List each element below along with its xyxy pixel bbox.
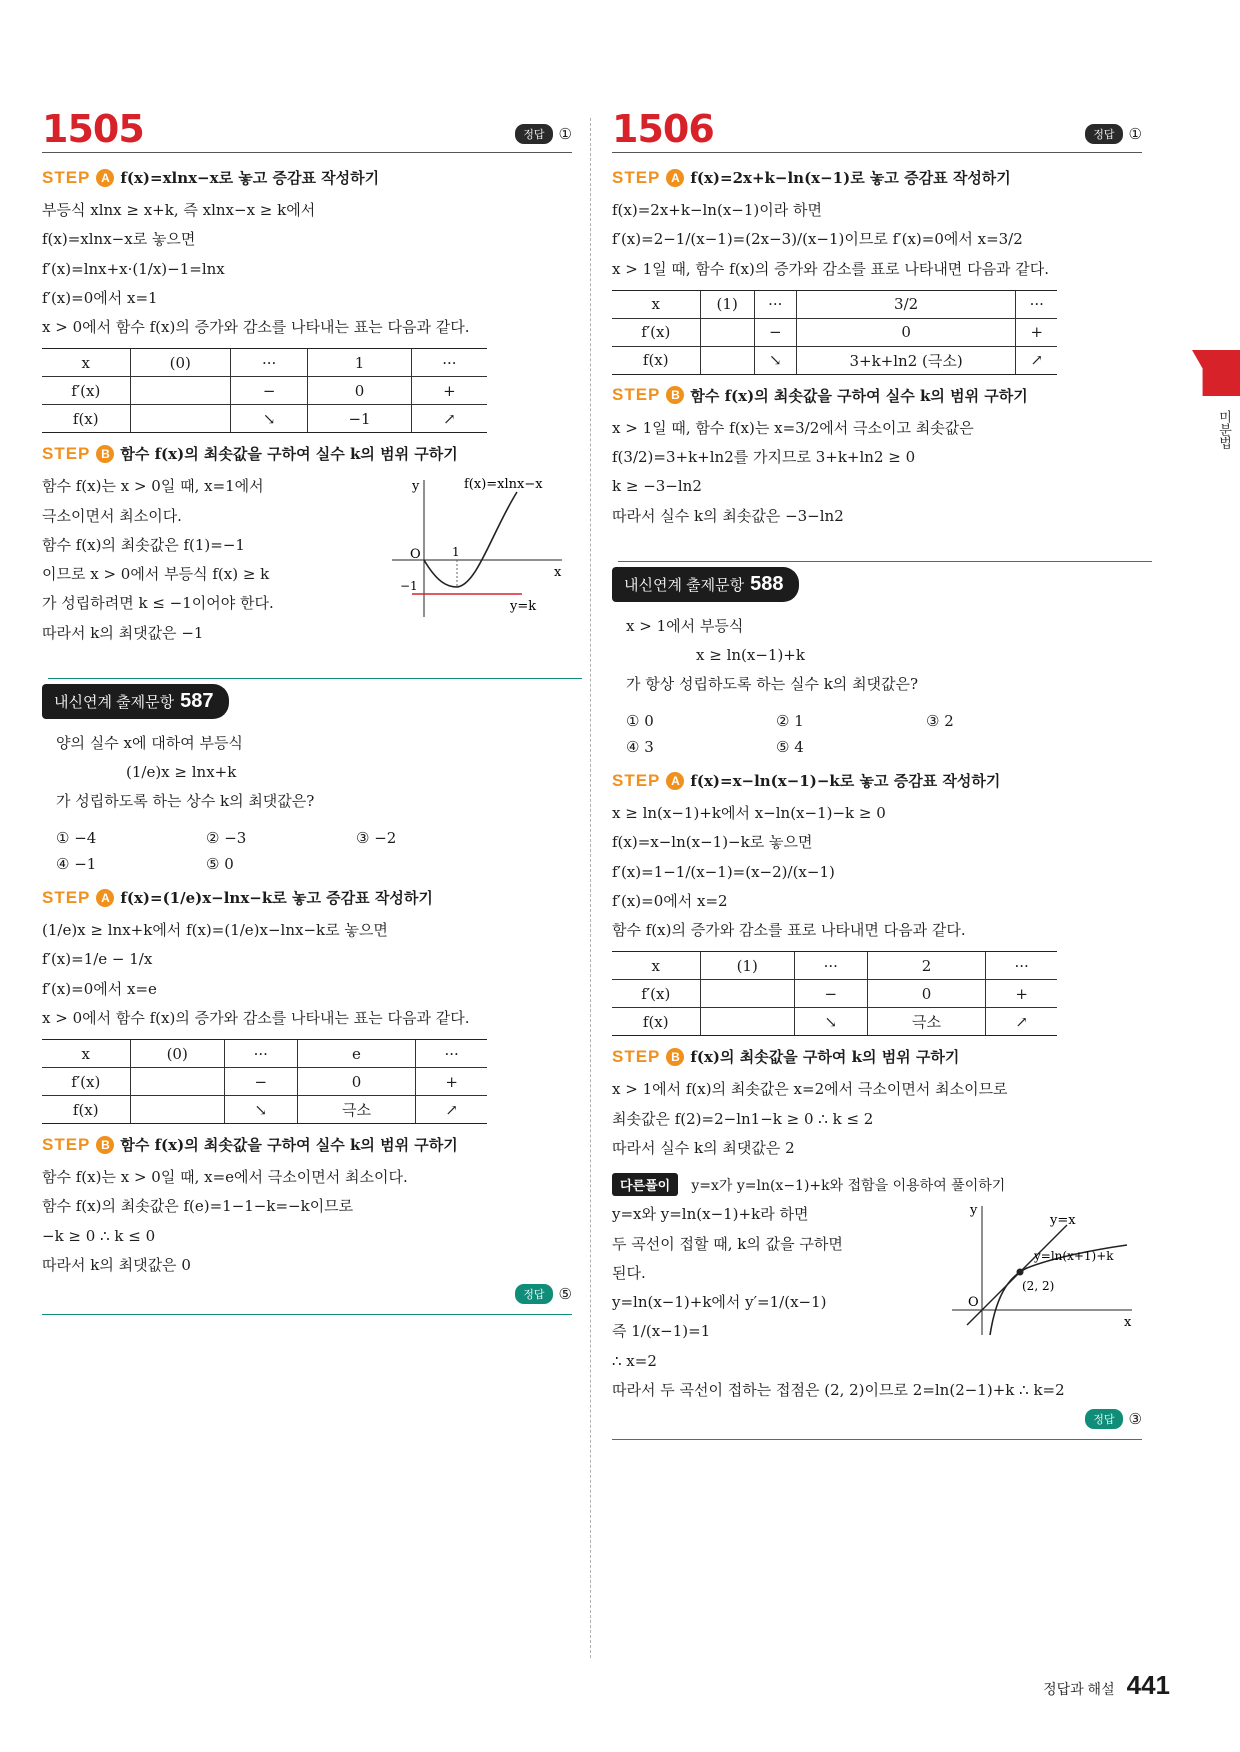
table-cell: f′(x) [612,980,700,1008]
answer-tag [612,1409,1142,1429]
step-word: STEP [612,770,661,790]
table-cell [700,346,754,374]
solution-line: y=ln(x−1)+k에서 y′=1/(x−1) [612,1293,827,1312]
step-a-heading [42,167,572,188]
tangent-point [1017,1269,1024,1276]
table-cell: ↘ [754,346,796,374]
step-word: STEP [42,443,91,463]
answer-value: ① [558,125,572,143]
table-cell: ↗ [416,1096,487,1124]
answer-value: ⑤ [558,1285,572,1303]
answer-tag [1085,124,1142,144]
step-title: f(x)=x−ln(x−1)−k로 놓고 증감표 작성하기 [690,772,1001,790]
solution-line: 즉 1/(x−1)=1 [612,1322,711,1341]
section-end-rule [612,1439,1142,1440]
table-row [612,952,1057,980]
solution-line: 함수 f(x)는 x > 0일 때, x=1에서 [42,477,264,496]
sign-table [42,348,487,433]
answer-tag [42,1284,572,1304]
badge-number: 588 [750,572,784,595]
step-a-heading [612,770,1142,791]
alt-solution-body [612,1200,1142,1376]
table-cell: f(x) [612,346,700,374]
answer-tag [515,124,572,144]
badge-text: 내신연계 출제문항 [624,576,745,594]
choice: ④ 3 [626,737,654,756]
tick-label: −1 [400,579,418,594]
step-title: f(x)의 최솟값을 구하여 k의 범위 구하기 [690,1048,960,1067]
solution-line: y=x와 y=ln(x−1)+k라 하면 [612,1205,809,1224]
solution-line: 된다. [612,1263,646,1282]
table-row [42,1096,487,1124]
step-a-body [612,196,1142,284]
answer-value: ③ [1128,1410,1142,1429]
choice: ④ −1 [56,854,97,873]
solution-line: (1/e)x ≥ lnx+k에서 f(x)=(1/e)x−lnx−k로 놓으면 [42,921,388,939]
table-row [42,349,487,377]
table-cell: f(x) [42,1096,130,1124]
table-cell [700,318,754,346]
table-cell: f′(x) [42,377,130,405]
solution-line: x > 1일 때, 함수 f(x)의 증가와 감소를 표로 나타내면 다음과 같다. [612,259,1050,278]
question-line: (1/e)x ≥ lnx+k [126,763,237,781]
table-cell: + [1016,318,1057,346]
step-word: STEP [42,887,91,907]
solution-line: f′(x)=1−1/(x−1)=(x−2)/(x−1) [612,862,835,881]
solution-line: x > 0에서 함수 f(x)의 증가와 감소를 나타내는 표는 다음과 같다. [42,318,470,336]
table-cell: ··· [986,952,1057,980]
table-cell [700,980,794,1008]
answer-pill: 정답 [515,1284,552,1304]
solution-line: f(x)=2x+k−ln(x−1)이라 하면 [612,201,822,219]
step-b-body [612,414,1142,531]
table-cell: − [794,980,867,1008]
table-cell [130,405,230,433]
sign-table [612,951,1057,1036]
footer-label: 정답과 해설 [1043,1681,1115,1697]
choice: ⑤ 0 [206,854,234,873]
step-title: 함수 f(x)의 최솟값을 구하여 실수 k의 범위 구하기 [690,386,1028,405]
problem-1505-header [42,107,572,153]
table-cell: + [986,980,1057,1008]
step-letter-a-icon: A [96,889,114,907]
problem-1506-header [612,107,1142,153]
step-word: STEP [612,1046,661,1066]
solution-line: x > 1일 때, 함수 f(x)는 x=3/2에서 극소이고 최솟값은 [612,418,974,437]
alt-tag: 다른풀이 [612,1173,678,1196]
solution-line: f(x)=x−ln(x−1)−k로 놓으면 [612,833,813,852]
table-cell: 0 [867,980,986,1008]
table-cell: − [230,377,307,405]
solution-line: 함수 f(x)의 최솟값은 f(e)=1−1−k=−k이므로 [42,1197,354,1216]
point-label: (2, 2) [1022,1279,1055,1294]
solution-line: 따라서 실수 k의 최솟값은 −3−ln2 [612,506,844,525]
table-cell: x [612,290,700,318]
question-line: x ≥ ln(x−1)+k [696,646,805,664]
step-title: 함수 f(x)의 최솟값을 구하여 실수 k의 범위 구하기 [120,445,458,464]
step-letter-b-icon: B [666,1048,684,1066]
table-row [612,318,1057,346]
table-cell: 극소 [867,1008,986,1036]
solution-line: f′(x)=1/e − 1/x [42,950,153,969]
solution-line: 함수 f(x)의 최솟값은 f(1)=−1 [42,535,245,554]
table-cell: − [754,318,796,346]
step-b-body [42,1163,572,1280]
table-row [42,405,487,433]
curve-label: y=ln(x+1)+k [1034,1249,1114,1264]
alt-solution-heading [612,1173,1142,1200]
table-cell: ↘ [224,1096,297,1124]
solution-line: f′(x)=0에서 x=e [42,979,157,998]
step-b-text [42,472,382,648]
step-a-heading [612,167,1142,188]
step-b-body [612,1075,1142,1163]
step-word: STEP [612,385,661,405]
graph-f-xlnx [382,472,572,622]
table-cell: x [42,349,130,377]
column-divider [590,118,591,1658]
table-cell [130,377,230,405]
table-cell: f′(x) [612,318,700,346]
curve [424,492,517,587]
x-axis-label: x [554,565,562,581]
table-row [42,1040,487,1068]
step-b-heading [42,443,572,464]
table-cell: 3/2 [796,290,1016,318]
table-cell [130,1068,224,1096]
solution-line: 따라서 k의 최댓값은 −1 [42,623,204,642]
linked-badge [612,567,799,602]
solution-line: 이므로 x > 0에서 부등식 f(x) ≥ k [42,565,270,583]
solution-line: 함수 f(x)의 증가와 감소를 표로 나타내면 다음과 같다. [612,921,966,939]
choice: ② 1 [776,711,804,730]
badge-text: 내신연계 출제문항 [54,693,175,711]
answer-pill: 정답 [1085,1409,1122,1429]
table-row [612,346,1057,374]
solution-line: x > 0에서 함수 f(x)의 증가와 감소를 나타내는 표는 다음과 같다. [42,1008,470,1027]
table-cell: + [416,1068,487,1096]
table-cell: e [297,1040,416,1068]
table-cell: 3+k+ln2 (극소) [796,346,1016,374]
origin-label: O [968,1295,979,1311]
choice: ⑤ 4 [776,737,804,756]
step-title: f(x)=xlnx−x로 놓고 증감표 작성하기 [120,169,380,187]
table-row [612,1008,1057,1036]
table-cell: ↘ [794,1008,867,1036]
table-cell: ··· [754,290,796,318]
solution-line: 최솟값은 f(2)=2−ln1−k ≥ 0 ∴ k ≤ 2 [612,1109,874,1128]
section-end-rule [42,1314,572,1315]
problem-number: 1505 [42,107,144,151]
table-cell: (0) [130,349,230,377]
step-title: 함수 f(x)의 최솟값을 구하여 실수 k의 범위 구하기 [120,1136,458,1154]
solution-line: x ≥ ln(x−1)+k에서 x−ln(x−1)−k ≥ 0 [612,804,886,822]
choices [56,825,572,878]
step-letter-b-icon: B [666,386,684,404]
chapter-tab-icon [1192,350,1240,396]
choice: ③ 2 [926,711,954,730]
step-letter-a-icon: A [96,169,114,187]
section-rule [618,561,1152,562]
linked-question-587 [42,676,572,719]
solution-line: 따라서 k의 최댓값은 0 [42,1255,191,1274]
solution-line: f(3/2)=3+k+ln2를 가지므로 3+k+ln2 ≥ 0 [612,448,916,466]
choice: ② −3 [206,828,247,847]
step-a-body [612,799,1142,945]
solution-line: 극소이면서 최소이다. [42,506,182,525]
question-body [42,729,572,817]
solution-line: f(x)=xlnx−x로 놓으면 [42,230,196,249]
table-cell: (1) [700,952,794,980]
table-cell: + [411,377,487,405]
solution-line: k ≥ −3−ln2 [612,477,702,496]
solution-line: −k ≥ 0 ∴ k ≤ 0 [42,1226,156,1245]
sign-table [42,1039,487,1124]
table-cell: 1 [308,349,411,377]
step-b-body [42,472,572,648]
step-letter-a-icon: A [666,169,684,187]
solution-line: 가 성립하려면 k ≤ −1이어야 한다. [42,594,274,613]
question-line: 가 항상 성립하도록 하는 실수 k의 최댓값은? [626,675,919,694]
step-title: f(x)=2x+k−ln(x−1)로 놓고 증감표 작성하기 [690,169,1011,187]
table-cell: 극소 [297,1096,416,1124]
left-column [42,107,572,1315]
table-cell: x [612,952,700,980]
step-letter-b-icon: B [96,445,114,463]
table-row [612,980,1057,1008]
line-label: y=x [1050,1213,1076,1229]
answer-value: ① [1128,125,1142,143]
table-cell: ↗ [411,405,487,433]
tick-label: 1 [452,545,460,560]
solution-line: 함수 f(x)는 x > 0일 때, x=e에서 극소이면서 최소이다. [42,1168,408,1186]
sign-table [612,290,1057,375]
table-cell [130,1096,224,1124]
right-column [612,107,1142,1440]
question-body [612,612,1142,700]
table-cell: ↗ [1016,346,1057,374]
line-label: y=k [510,599,537,615]
solution-line: ∴ x=2 [612,1351,657,1370]
solution-line: 따라서 두 곡선이 접하는 접점은 (2, 2)이므로 2=ln(2−1)+k ∴ k=2 [612,1380,1065,1399]
graph-tangent [942,1200,1142,1340]
step-b-heading [612,1046,1142,1067]
step-word: STEP [42,167,91,187]
table-cell: ··· [230,349,307,377]
alt-text [612,1200,942,1376]
question-line: 가 성립하도록 하는 상수 k의 최댓값은? [56,792,315,811]
choice: ① −4 [56,828,97,847]
page-footer [1043,1670,1170,1701]
step-letter-b-icon: B [96,1136,114,1154]
choice: ① 0 [626,711,654,730]
badge-number: 587 [180,689,214,712]
table-cell: (0) [130,1040,224,1068]
table-cell: 2 [867,952,986,980]
section-rule [48,678,582,679]
origin-label: O [410,547,421,563]
solution-line: f′(x)=lnx+x·(1/x)−1=lnx [42,259,225,278]
step-a-heading [42,887,572,908]
table-row [612,290,1057,318]
step-title: f(x)=(1/e)x−lnx−k로 놓고 증감표 작성하기 [120,889,433,907]
solution-line: x > 1에서 f(x)의 최솟값은 x=2에서 극소이면서 최소이므로 [612,1080,1008,1099]
table-cell: ··· [411,349,487,377]
table-cell: (1) [700,290,754,318]
table-cell: 0 [308,377,411,405]
page-number: 441 [1126,1670,1170,1700]
x-axis-label: x [1124,1315,1132,1331]
y-axis-label: y [970,1203,978,1219]
table-cell: f′(x) [42,1068,130,1096]
alt-title: y=x가 y=ln(x−1)+k와 접함을 이용하여 풀이하기 [691,1178,1006,1194]
linked-badge [42,684,229,719]
table-cell: f(x) [612,1008,700,1036]
table-cell [700,1008,794,1036]
solution-line: f′(x)=0에서 x=2 [612,891,728,910]
solution-line: 두 곡선이 접할 때, k의 값을 구하면 [612,1234,843,1253]
answer-pill: 정답 [515,124,552,144]
table-cell: ↗ [986,1008,1057,1036]
y-axis-label: y [412,479,420,495]
solution-line: 부등식 xlnx ≥ x+k, 즉 xlnx−x ≥ k에서 [42,201,316,219]
table-cell: − [224,1068,297,1096]
table-cell: ··· [794,952,867,980]
table-cell: −1 [308,405,411,433]
step-letter-a-icon: A [666,772,684,790]
step-b-heading [612,385,1142,406]
table-row [42,377,487,405]
table-cell: 0 [796,318,1016,346]
solution-line: 따라서 실수 k의 최댓값은 2 [612,1138,795,1157]
chapter-tab-label: 미분법 [1217,410,1232,449]
step-word: STEP [42,1134,91,1154]
table-row [42,1068,487,1096]
curve-label: f(x)=xlnx−x [464,477,543,493]
table-cell: ··· [1016,290,1057,318]
solution-line: f′(x)=0에서 x=1 [42,288,158,307]
table-cell: 0 [297,1068,416,1096]
problem-number: 1506 [612,107,714,151]
linked-question-588 [612,559,1142,602]
table-cell: ··· [416,1040,487,1068]
solution-line: f′(x)=2−1/(x−1)=(2x−3)/(x−1)이므로 f′(x)=0에서 x=3/2 [612,230,1023,249]
step-a-body [42,196,572,342]
choices [626,708,1142,761]
answer-pill: 정답 [1085,124,1122,144]
question-line: x > 1에서 부등식 [626,616,744,635]
question-line: 양의 실수 x에 대하여 부등식 [56,733,243,752]
table-cell: f(x) [42,405,130,433]
choice: ③ −2 [356,828,397,847]
step-b-heading [42,1134,572,1155]
table-cell: ↘ [230,405,307,433]
table-cell: ··· [224,1040,297,1068]
step-word: STEP [612,167,661,187]
table-cell: x [42,1040,130,1068]
step-a-body [42,916,572,1033]
